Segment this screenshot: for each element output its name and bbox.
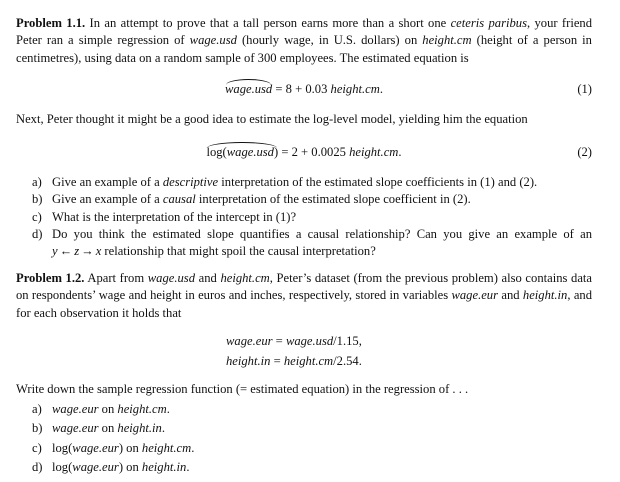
variable-name: height.in bbox=[226, 354, 271, 369]
variable-name: wage.eur bbox=[226, 334, 273, 348]
item-label: a) bbox=[32, 402, 42, 416]
variable-name: wage.usd bbox=[226, 145, 274, 159]
text-run: log( bbox=[52, 459, 73, 474]
arrow-glyph: ← bbox=[59, 244, 73, 259]
problem-1-1-paragraph-2: Next, Peter thought it might be a good idea to estimate the log-level model, yielding him the equation bbox=[16, 112, 528, 126]
text-run: and bbox=[498, 288, 523, 303]
text-run: . bbox=[186, 459, 190, 474]
equation-1 bbox=[16, 81, 592, 99]
variable-name: height.in bbox=[522, 288, 568, 303]
problem-1-2-question-list bbox=[32, 401, 592, 476]
text-run: In an attempt to prove that a tall person earns more than a short one bbox=[85, 16, 451, 30]
variable-name: z bbox=[74, 244, 80, 259]
text-run: . bbox=[191, 440, 195, 455]
equation-body bbox=[16, 81, 592, 98]
item-label: b) bbox=[32, 421, 43, 436]
text-run: . bbox=[398, 145, 402, 159]
list-item bbox=[32, 401, 592, 418]
variable-name: height.cm bbox=[141, 440, 192, 455]
variable-name: height.in bbox=[117, 421, 162, 436]
arrow-glyph: → bbox=[81, 244, 94, 259]
text-run: , Peter’s dataset (from the previous problem) also contains data on respondents’ wage and height in euros and inches, respectively, stored in variables bbox=[16, 271, 592, 303]
text-run: /2.54. bbox=[333, 354, 362, 369]
variable-name: wage.usd bbox=[147, 271, 196, 285]
variable-name: height.in bbox=[141, 459, 187, 474]
problem-1-2-paragraph bbox=[16, 270, 592, 322]
variable-name: wage.eur bbox=[52, 421, 99, 436]
variable-name: wage.eur bbox=[451, 288, 499, 303]
text-run: ceteris paribus bbox=[450, 16, 527, 30]
text-run: , and for each observation it holds that bbox=[16, 288, 593, 320]
variable-name: height.cm bbox=[422, 33, 472, 48]
text-run: relationship that might spoil the causal interpretation? bbox=[101, 244, 376, 259]
variable-name: x bbox=[95, 244, 102, 259]
text-run: (hourly wage, in U.S. dollars) on bbox=[236, 33, 423, 48]
equation-body bbox=[16, 144, 592, 161]
list-item bbox=[32, 459, 592, 476]
item-label: d) bbox=[32, 226, 43, 241]
text-run: Give an example of a bbox=[52, 175, 163, 189]
variable-name: height.cm bbox=[283, 354, 334, 369]
list-item bbox=[32, 226, 592, 261]
text-run: ) on bbox=[118, 440, 142, 455]
conversion-equations bbox=[226, 333, 426, 371]
item-label: c) bbox=[32, 209, 42, 224]
text-run: Apart from bbox=[84, 271, 148, 285]
text-run: and bbox=[195, 271, 221, 285]
text-run: interpretation of the estimated slope coefficient in (2). bbox=[195, 192, 471, 207]
text-run: (height of a person in centimetres), using data on a random sample of 300 employees. The estimated equation is bbox=[16, 33, 592, 65]
equation-line bbox=[226, 333, 426, 350]
equation-2 bbox=[16, 144, 592, 162]
variable-name: height.cm bbox=[349, 145, 399, 159]
text-run: = bbox=[270, 354, 284, 369]
variable-name: wage.eur bbox=[52, 402, 99, 416]
list-item bbox=[32, 420, 592, 437]
text-run: descriptive bbox=[162, 175, 219, 189]
variable-name: wage.usd bbox=[285, 334, 334, 348]
problem-1-1-question-list bbox=[32, 174, 592, 260]
text-run: on bbox=[98, 402, 118, 416]
list-item bbox=[32, 174, 592, 191]
variable-name: wage.eur bbox=[72, 459, 119, 474]
problem-1-1-heading: Problem 1.1. bbox=[16, 16, 86, 30]
list-item bbox=[32, 440, 592, 457]
text-run: ) on bbox=[118, 459, 142, 474]
equation-rhs: = 2 + 0.0025 bbox=[278, 145, 350, 159]
problem-1-2-paragraph-2: Write down the sample regression function (= estimated equation) in the regression of . . . bbox=[16, 382, 469, 396]
variable-name: height.cm bbox=[117, 402, 167, 416]
problem-1-1-paragraph bbox=[16, 15, 592, 67]
text-run: causal bbox=[162, 192, 196, 207]
text-run: Do you think the estimated slope quantifies a causal relationship? Can you give an example of an bbox=[52, 226, 592, 241]
equation-line bbox=[226, 353, 426, 370]
text-run: Give an example of a bbox=[52, 192, 163, 207]
text-run: . bbox=[379, 82, 383, 96]
text-run: log( bbox=[52, 440, 73, 455]
variable-name: y bbox=[52, 244, 58, 259]
text-run: interpretation of the estimated slope coefficients in (1) and (2). bbox=[218, 175, 538, 189]
equation-number: (2) bbox=[577, 145, 592, 159]
variable-name: wage.usd bbox=[189, 33, 237, 48]
variable-name: height.cm bbox=[220, 271, 270, 285]
text-run: /1.15, bbox=[333, 334, 362, 348]
equation-number: (1) bbox=[577, 82, 592, 96]
text-run: What is the interpretation of the intercept in (1)? bbox=[52, 209, 297, 224]
text-run: , your friend Peter ran a simple regression of bbox=[16, 16, 592, 48]
item-label: c) bbox=[32, 440, 42, 455]
equation-rhs: = 8 + 0.03 bbox=[272, 82, 331, 96]
text-run: . bbox=[161, 421, 166, 436]
list-item bbox=[32, 209, 592, 226]
equation-lhs: log(wage.usd) bbox=[206, 144, 278, 161]
variable-name: height.cm bbox=[330, 82, 380, 96]
problem-1-2-heading: Problem 1.2. bbox=[16, 271, 85, 285]
list-item bbox=[32, 191, 592, 208]
variable-name: wage.eur bbox=[72, 440, 119, 455]
text-run: = bbox=[272, 334, 286, 348]
item-label: a) bbox=[32, 175, 42, 189]
text-run: . bbox=[166, 402, 170, 416]
item-label: d) bbox=[32, 459, 43, 474]
item-label: b) bbox=[32, 192, 43, 207]
text-run: on bbox=[98, 421, 118, 436]
equation-lhs: wage.usd bbox=[225, 81, 272, 98]
